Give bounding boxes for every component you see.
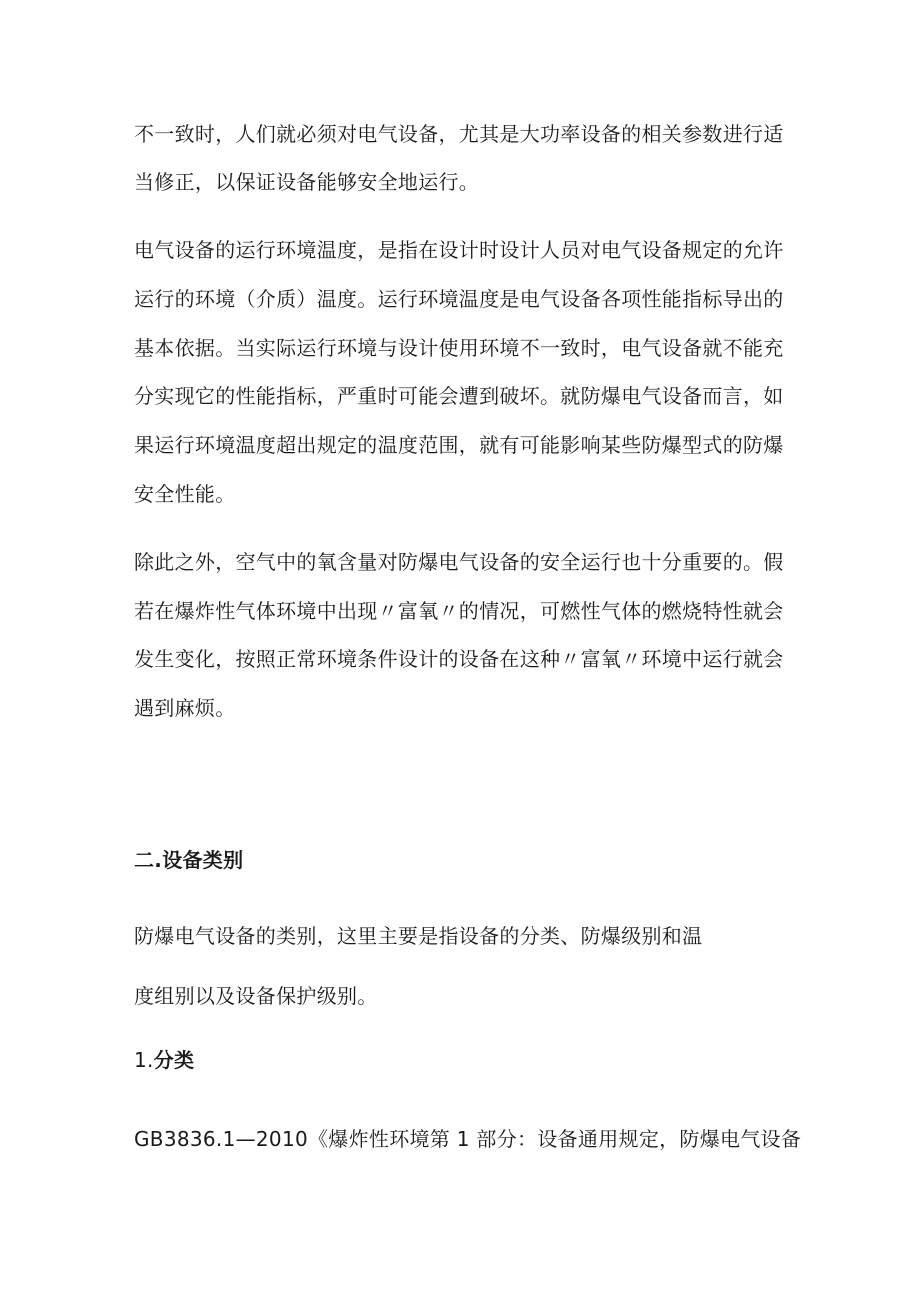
paragraph-1-line-1: 不一致时，人们就必须对电气设备，尤其是大功率设备的相关参数进行适 xyxy=(134,122,784,146)
paragraph-2-line-2: 运行的环境（介质）温度。运行环境温度是电气设备各项性能指标导出的 xyxy=(134,287,784,311)
paragraph-3-line-4: 遇到麻烦。 xyxy=(134,696,236,720)
paragraph-2-line-6: 安全性能。 xyxy=(134,482,236,506)
paragraph-2-line-4: 分实现它的性能指标，严重时可能会遭到破坏。就防爆电气设备而言，如 xyxy=(134,384,784,408)
paragraph-2-line-1: 电气设备的运行环境温度，是指在设计时设计人员对电气设备规定的允许 xyxy=(134,238,784,262)
section-heading: 二.设备类别 xyxy=(134,848,244,872)
subsection-heading xyxy=(134,1046,194,1074)
paragraph-1-line-2: 当修正，以保证设备能够安全地运行。 xyxy=(134,170,480,194)
subsection-text-line-1: GB3836.1—2010《爆炸性环境第 1 部分：设备通用规定，防爆电气设备 xyxy=(134,1127,802,1151)
paragraph-2-line-5: 果运行环境温度超出规定的温度范围，就有可能影响某些防爆型式的防爆 xyxy=(134,433,784,457)
paragraph-2-line-3: 基本依据。当实际运行环境与设计使用环境不一致时，电气设备就不能充 xyxy=(134,336,784,360)
paragraph-3-line-3: 发生变化，按照正常环境条件设计的设备在这种〃富氧〃环境中运行就会 xyxy=(134,647,784,671)
subsection-number: 1. xyxy=(134,1048,154,1072)
subsection-title: 分类 xyxy=(153,1048,195,1072)
paragraph-3-line-2: 若在爆炸性气体环境中出现〃富氧〃的情况，可燃性气体的燃烧特性就会 xyxy=(134,599,784,623)
paragraph-3-line-1: 除此之外，空气中的氧含量对防爆电气设备的安全运行也十分重要的。假 xyxy=(134,550,784,574)
section-intro-line-2: 度组别以及设备保护级别。 xyxy=(134,984,378,1008)
section-intro-line-1: 防爆电气设备的类别，这里主要是指设备的分类、防爆级别和温 xyxy=(134,924,703,948)
